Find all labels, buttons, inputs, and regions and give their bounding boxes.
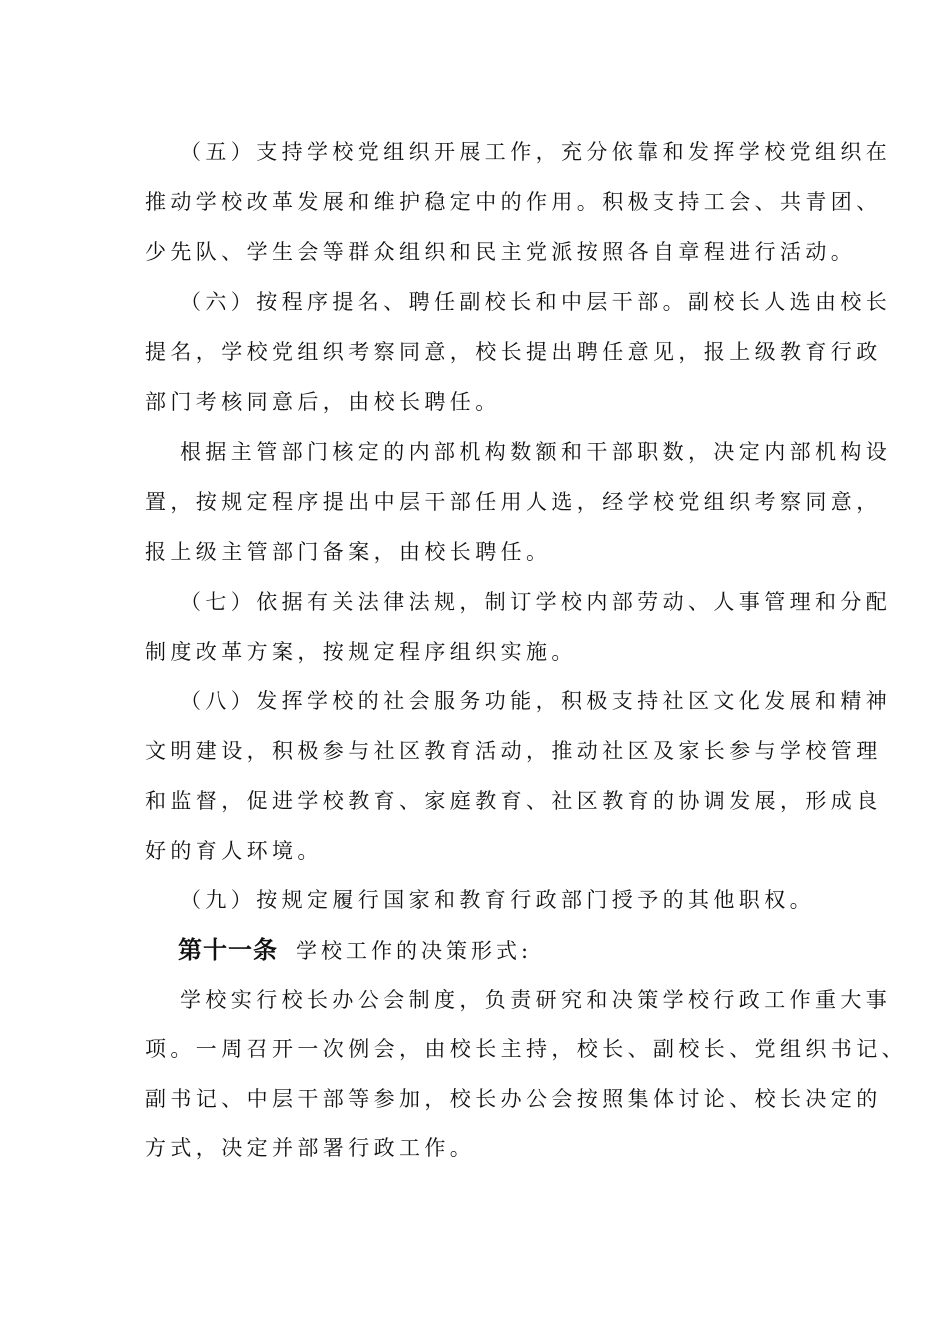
paragraph-line: 制度改革方案，按规定程序组织实施。 — [145, 640, 577, 664]
paragraph-line: 和监督，促进学校教育、家庭教育、社区教育的协调发展，形成良 — [145, 789, 882, 813]
paragraph-line: 方式，决定并部署行政工作。 — [145, 1136, 476, 1160]
paragraph-line: （八）发挥学校的社会服务功能，积极支持社区文化发展和精神 — [180, 689, 892, 713]
paragraph-line: 置，按规定程序提出中层干部任用人选，经学校党组织考察同意， — [145, 490, 882, 514]
paragraph-line: 部门考核同意后，由校长聘任。 — [145, 390, 501, 414]
paragraph-line: 文明建设，积极参与社区教育活动，推动社区及家长参与学校管理 — [145, 739, 882, 763]
article-heading — [178, 935, 532, 968]
paragraph-line: （五）支持学校党组织开展工作，充分依靠和发挥学校党组织在 — [180, 140, 892, 164]
article-title: 学校工作的决策形式: — [296, 939, 533, 963]
paragraph-line: 项。一周召开一次例会，由校长主持，校长、副校长、党组织书记、 — [145, 1037, 907, 1061]
paragraph-line: （九）按规定履行国家和教育行政部门授予的其他职权。 — [180, 888, 815, 912]
paragraph-line: （七）依据有关法律法规，制订学校内部劳动、人事管理和分配 — [180, 590, 892, 614]
paragraph-line: 提名，学校党组织考察同意，校长提出聘任意见，报上级教育行政 — [145, 340, 882, 364]
paragraph-line: 好的育人环境。 — [145, 839, 323, 863]
article-number: 第十一条 — [178, 936, 278, 964]
paragraph-line: 报上级主管部门备案，由校长聘任。 — [145, 540, 552, 564]
paragraph-line: 副书记、中层干部等参加，校长办公会按照集体讨论、校长决定的 — [145, 1087, 882, 1111]
paragraph-line: 少先队、学生会等群众组织和民主党派按照各自章程进行活动。 — [145, 240, 857, 264]
paragraph-line: （六）按程序提名、聘任副校长和中层干部。副校长人选由校长 — [180, 290, 892, 314]
paragraph-line: 根据主管部门核定的内部机构数额和干部职数，决定内部机构设 — [180, 440, 892, 464]
paragraph-line: 推动学校改革发展和维护稳定中的作用。积极支持工会、共青团、 — [145, 190, 882, 214]
paragraph-line: 学校实行校长办公会制度，负责研究和决策学校行政工作重大事 — [180, 988, 892, 1012]
